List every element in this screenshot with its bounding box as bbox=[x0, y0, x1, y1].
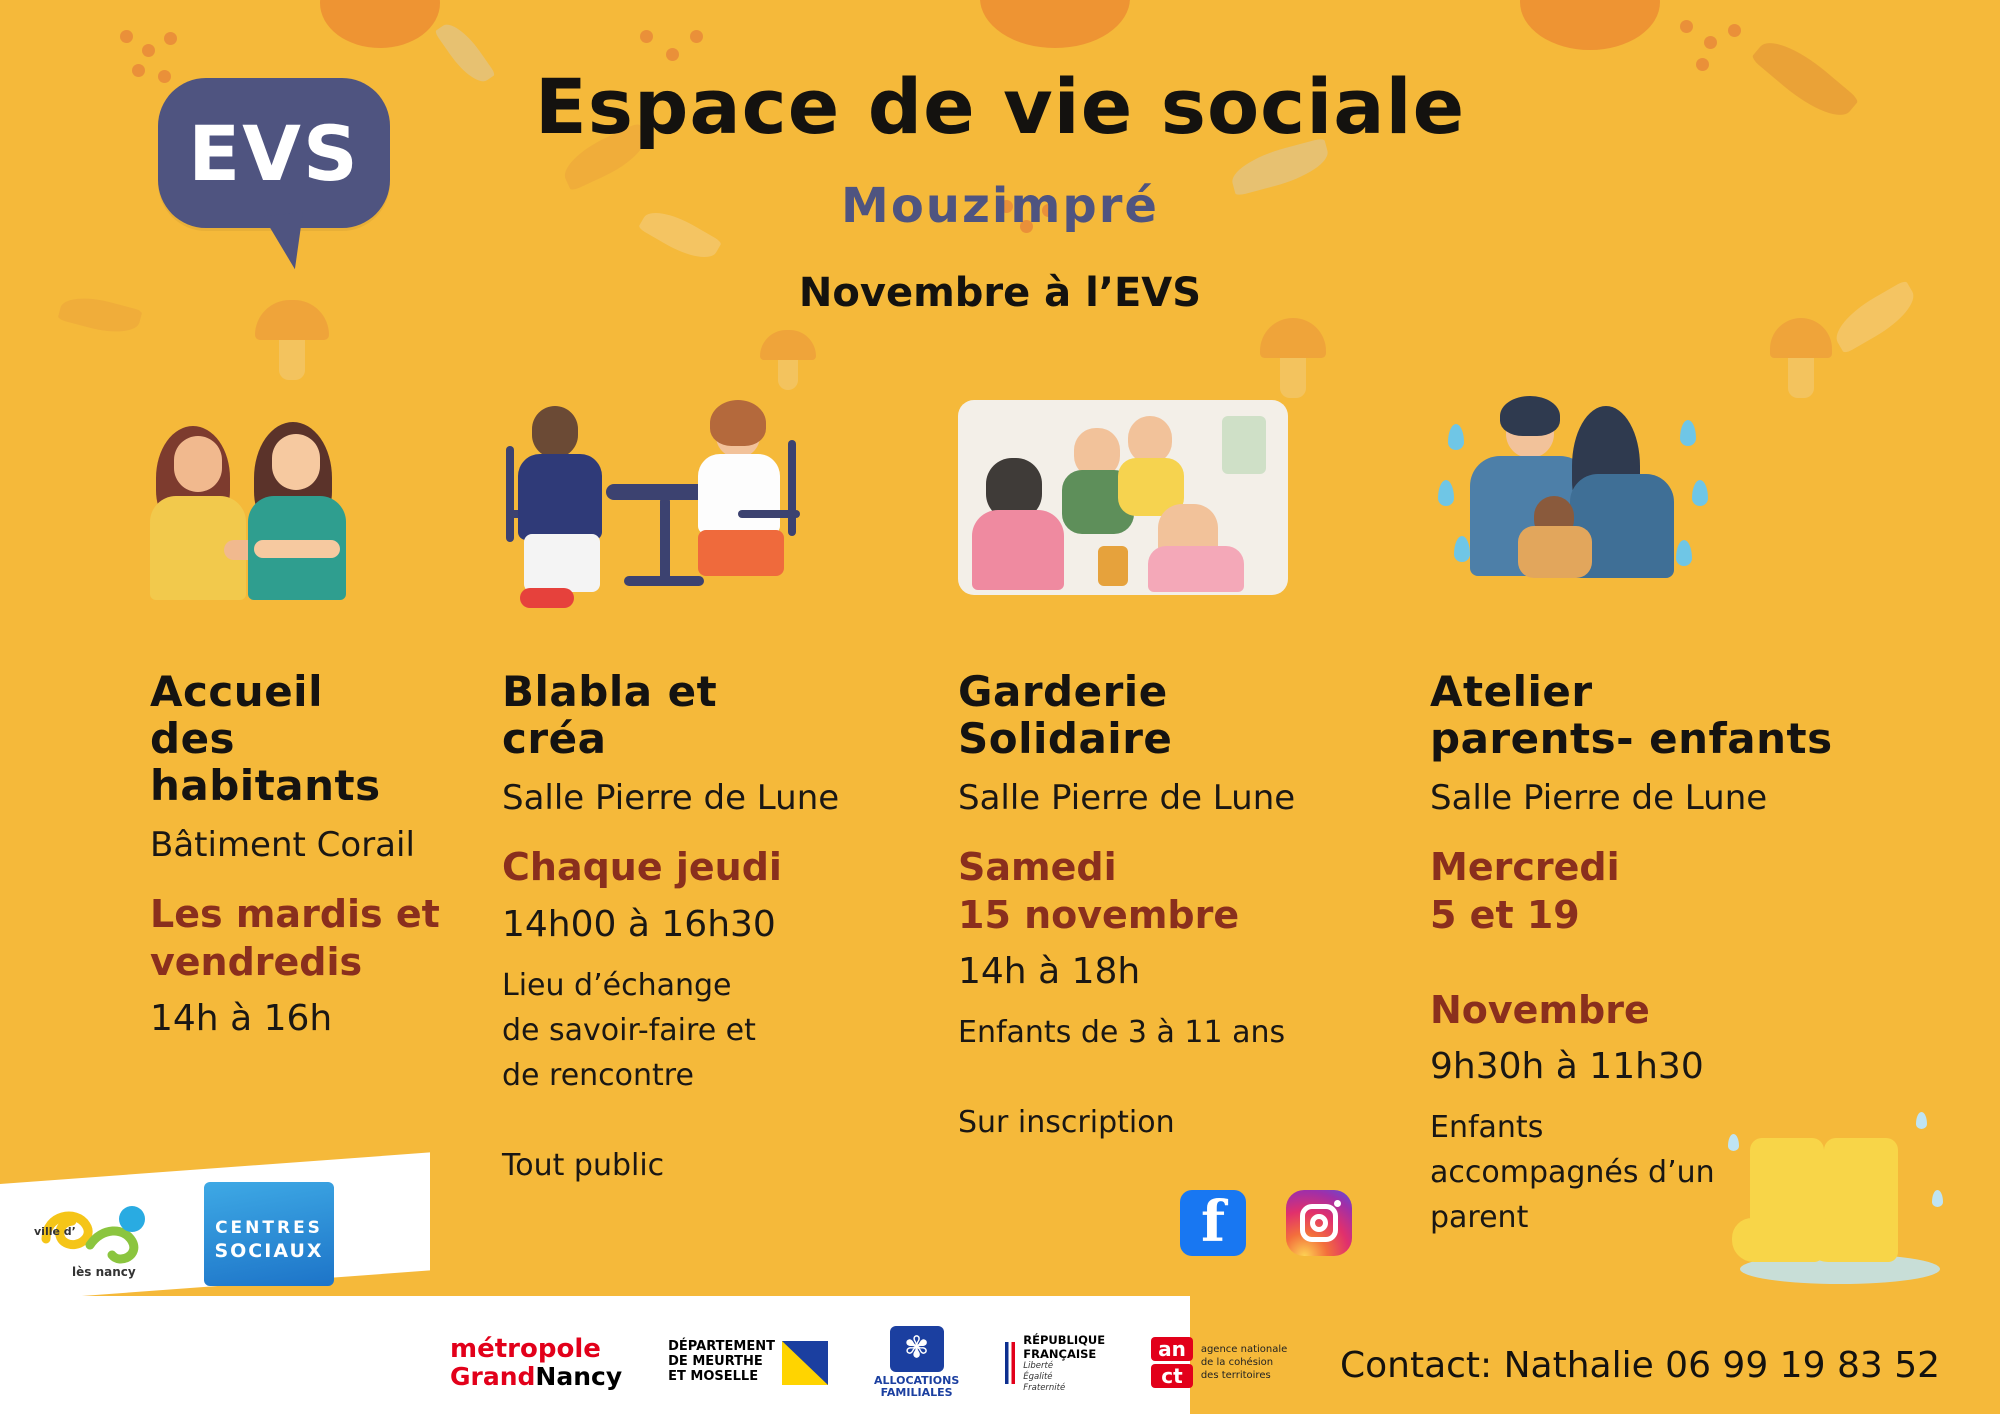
logo-caf-line1: ALLOCATIONS bbox=[873, 1373, 960, 1387]
logo-departement-meurthe-moselle bbox=[668, 1340, 828, 1385]
logo-rf-motto: Liberté Égalité Fraternité bbox=[1023, 1361, 1066, 1393]
contact-info: Contact: Nathalie 06 99 19 83 52 bbox=[1339, 1345, 1940, 1386]
activity-place: Salle Pierre de Lune bbox=[958, 778, 1296, 819]
activity-note: Enfants accompagnés d’un parent bbox=[1430, 1110, 1715, 1236]
logo-anct-box1: an bbox=[1151, 1337, 1193, 1361]
logo-republique-francaise bbox=[1005, 1333, 1105, 1394]
activity-title: Garderie Solidaire bbox=[958, 667, 1173, 764]
page-title: Espace de vie sociale bbox=[534, 62, 1466, 151]
activity-when: Samedi 15 novembre bbox=[958, 845, 1240, 937]
activity-title: Blabla et créa bbox=[502, 667, 718, 764]
two-women-talking-icon bbox=[150, 400, 480, 610]
cafe-table-icon bbox=[502, 400, 940, 610]
logo-dept-line1: DÉPARTEMENT bbox=[668, 1339, 775, 1355]
logo-metropole-line1: métropole bbox=[450, 1333, 601, 1364]
logo-anct-line3: des territoires bbox=[1200, 1370, 1271, 1382]
logo-cs-line1: CENTRES bbox=[215, 1218, 323, 1238]
logo-cs-line2: SOCIAUX bbox=[214, 1240, 324, 1262]
parents-baby-icon bbox=[1430, 400, 1970, 610]
logo-caf-mark bbox=[890, 1326, 944, 1372]
activity-when: Chaque jeudi bbox=[502, 845, 782, 890]
activity-place: Bâtiment Corail bbox=[150, 825, 415, 866]
partner-logos-left bbox=[28, 1182, 334, 1286]
childcare-icon bbox=[958, 400, 1410, 610]
logo-ville-line2: lès nancy bbox=[72, 1265, 136, 1279]
activity-card-blabla bbox=[480, 400, 940, 1188]
logo-metropole-grand-nancy bbox=[450, 1335, 622, 1391]
logo-metropole-grand: Grand bbox=[450, 1362, 536, 1392]
activity-hours: 14h à 16h bbox=[150, 998, 333, 1040]
evs-badge-label: EVS bbox=[188, 108, 360, 198]
activity-place: Salle Pierre de Lune bbox=[502, 778, 840, 819]
logo-caf-line2: FAMILIALES bbox=[880, 1386, 953, 1400]
partner-logos-right bbox=[450, 1326, 1287, 1400]
activity-hours: 9h30h à 11h30 bbox=[1430, 1046, 1704, 1088]
activity-hours: 14h à 18h bbox=[958, 951, 1141, 993]
logo-dept-line3: ET MOSELLE bbox=[668, 1369, 759, 1385]
activity-title: Atelier parents- enfants bbox=[1430, 667, 1833, 764]
activity-title: Accueil des habitants bbox=[150, 667, 381, 811]
logo-anct-line2: de la cohésion bbox=[1200, 1357, 1274, 1369]
activity-note: Lieu d’échange de savoir-faire et de rencontre Tout public bbox=[502, 967, 756, 1183]
logo-centres-sociaux bbox=[204, 1182, 334, 1286]
activity-place: Salle Pierre de Lune bbox=[1430, 778, 1768, 819]
activity-when: Les mardis et vendredis bbox=[150, 892, 440, 984]
activity-hours: 14h00 à 16h30 bbox=[502, 903, 776, 945]
activity-card-accueil bbox=[0, 400, 480, 1057]
french-flag-icon bbox=[1005, 1342, 1015, 1384]
logo-dept-mark bbox=[782, 1341, 828, 1385]
logo-caf bbox=[874, 1326, 959, 1400]
instagram-icon[interactable] bbox=[1286, 1190, 1352, 1256]
logo-anct-box2: ct bbox=[1151, 1364, 1193, 1388]
activity-card-garderie bbox=[940, 400, 1410, 1145]
logo-ville-essey bbox=[28, 1185, 168, 1283]
social-links bbox=[1180, 1190, 1352, 1256]
rain-boots-icon bbox=[1740, 1094, 1940, 1284]
activities-columns bbox=[0, 400, 2000, 1240]
page-month-line: Novembre à l’EVS bbox=[798, 270, 1202, 316]
activity-note: Enfants de 3 à 11 ans Sur inscription bbox=[958, 1015, 1286, 1141]
logo-rf-line1: RÉPUBLIQUE bbox=[1023, 1332, 1106, 1347]
logo-metropole-nancy: Nancy bbox=[535, 1362, 623, 1392]
logo-anct-line1: agence nationale bbox=[1200, 1344, 1288, 1356]
logo-anct bbox=[1151, 1337, 1287, 1388]
facebook-icon[interactable] bbox=[1180, 1190, 1246, 1256]
logo-dept-line2: DE MEURTHE bbox=[668, 1354, 763, 1370]
logo-rf-line2: FRANÇAISE bbox=[1023, 1346, 1097, 1361]
logo-ville-line1: ville d’ bbox=[34, 1225, 76, 1238]
page-subtitle: Mouzimpré bbox=[841, 178, 1159, 234]
activity-when: Mercredi 5 et 19 Novembre bbox=[1430, 845, 1650, 1032]
